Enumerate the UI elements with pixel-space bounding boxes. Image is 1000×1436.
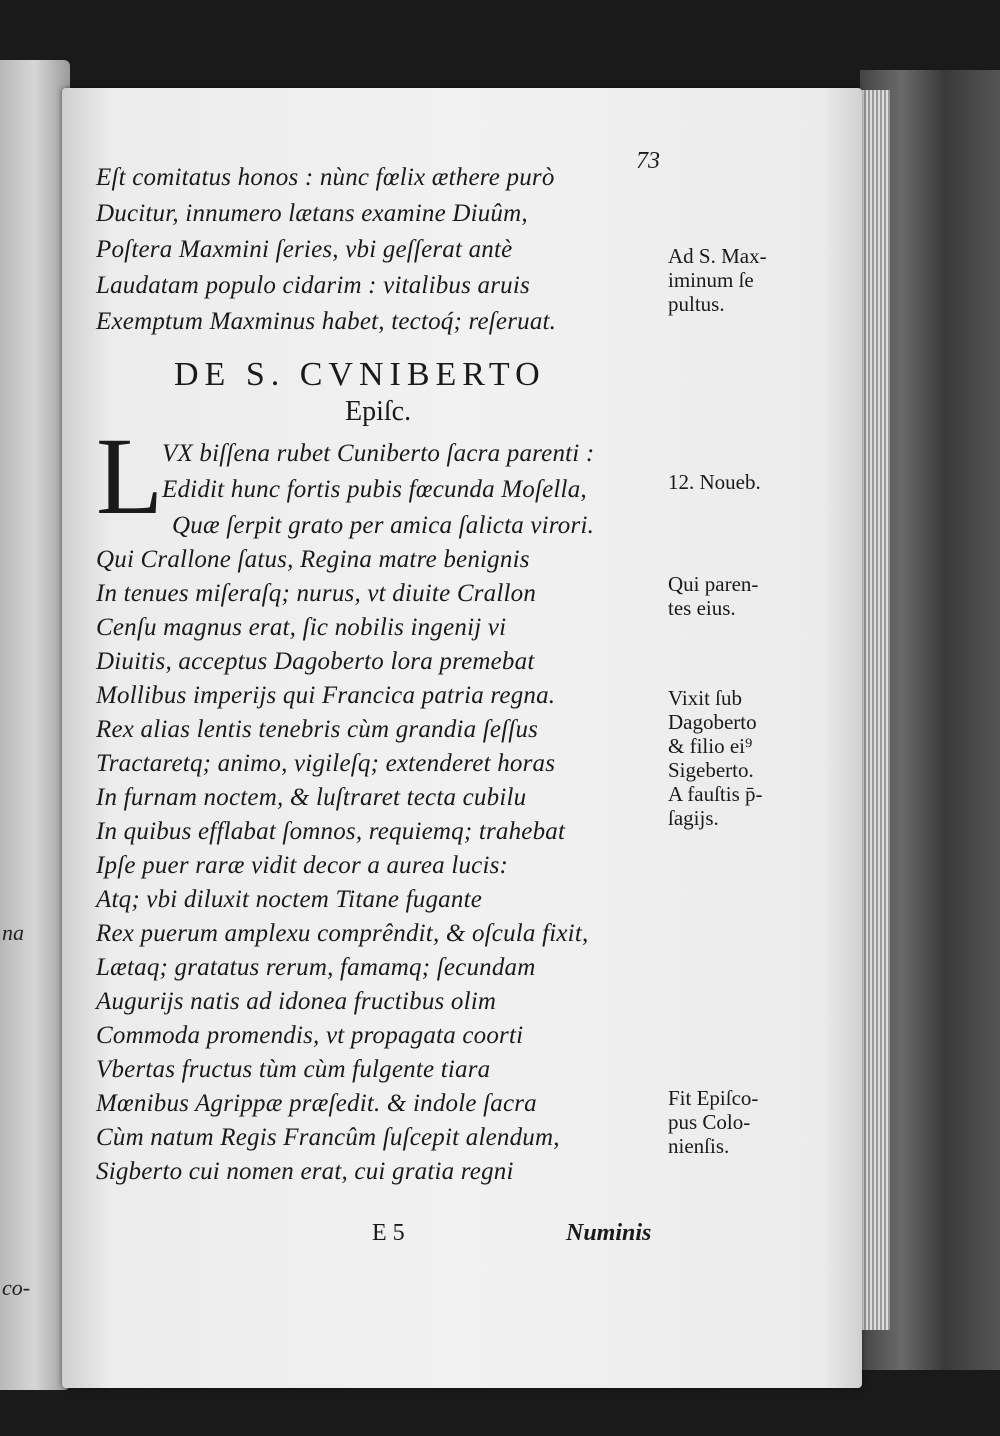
verse-line: Lætaq; gratatus rerum, famamq; ſecundam bbox=[96, 954, 536, 981]
left-page-fragment: co- bbox=[2, 1275, 31, 1300]
side-note: 12. Noueb. bbox=[668, 470, 761, 494]
side-note: Vixit ſub Dagoberto & filio ei⁹ Sigeberto. A fauſtis p̄- ſagijs. bbox=[668, 686, 763, 830]
verse-line: Eſt comitatus honos : nùnc fœlix æthere purò bbox=[96, 164, 555, 191]
signature-mark: E 5 bbox=[372, 1220, 405, 1246]
side-note: Qui paren- tes eius. bbox=[668, 572, 759, 620]
verse-line: Cenſu magnus erat, ſic nobilis ingenij vi bbox=[96, 614, 507, 641]
section-subheading: Epiſc. bbox=[345, 396, 412, 427]
section-heading: DE S. CVNIBERTO bbox=[174, 356, 546, 393]
verse-line: Rex puerum amplexu comprêndit, & oſcula fixit, bbox=[96, 920, 589, 947]
verse-line: Qui Crallone ſatus, Regina matre benignis bbox=[96, 546, 530, 573]
verse-line: Poſtera Maxmini ſeries, vbi geſſerat antè bbox=[96, 236, 513, 263]
verse-line: Laudatam populo cidarim : vitalibus aruis bbox=[96, 272, 530, 299]
side-note: Fit Epiſco- pus Colo- nienſis. bbox=[668, 1086, 759, 1158]
verse-line: Sigberto cui nomen erat, cui gratia regni bbox=[96, 1158, 514, 1185]
side-note: Ad S. Max- iminum ſe pultus. bbox=[668, 244, 767, 316]
verse-line: Mœnibus Agrippæ præſedit. & indole ſacra bbox=[96, 1090, 537, 1117]
verse-line: Ducitur, innumero lætans examine Diuûm, bbox=[96, 200, 528, 227]
verse-line: Ipſe puer raræ vidit decor a aurea lucis: bbox=[96, 852, 509, 879]
catchword: Numinis bbox=[566, 1220, 652, 1246]
verse-line: Atq; vbi diluxit noctem Titane fugante bbox=[96, 886, 483, 913]
verse-line: VX biſſena rubet Cuniberto ſacra parenti : bbox=[162, 440, 595, 467]
verse-line: Quæ ſerpit grato per amica ſalicta virori. bbox=[172, 512, 595, 539]
verse-line: Rex alias lentis tenebris cùm grandia ſeſſus bbox=[96, 716, 539, 743]
left-page-edge bbox=[0, 60, 70, 1390]
verse-line: In furnam noctem, & luſtraret tecta cubilu bbox=[96, 784, 527, 811]
verse-line: Vbertas fructus tùm cùm fulgente tiara bbox=[96, 1056, 491, 1083]
verse-line: Edidit hunc fortis pubis fœcunda Moſella, bbox=[162, 476, 587, 503]
verse-line: Cùm natum Regis Francûm ſuſcepit alendum, bbox=[96, 1124, 560, 1151]
verse-line: Augurijs natis ad idonea fructibus olim bbox=[96, 988, 497, 1015]
page-number: 73 bbox=[636, 148, 660, 174]
verse-line: Mollibus imperijs qui Francica patria regna. bbox=[96, 682, 556, 709]
left-page-fragment: na bbox=[2, 920, 24, 945]
verse-line: In tenues miſeraſq; nurus, vt diuite Crallon bbox=[96, 580, 537, 607]
drop-cap: L bbox=[96, 415, 164, 537]
verse-line: Tractaretq; animo, vigileſq; extenderet horas bbox=[96, 750, 556, 777]
verse-line: Exemptum Maxminus habet, tectoq́; reſeruat. bbox=[96, 308, 557, 335]
verse-line: Diuitis, acceptus Dagoberto lora premebat bbox=[96, 648, 535, 675]
verse-line: In quibus efflabat ſomnos, requiemq; trahebat bbox=[96, 818, 566, 845]
verse-line: Commoda promendis, vt propagata coorti bbox=[96, 1022, 524, 1049]
